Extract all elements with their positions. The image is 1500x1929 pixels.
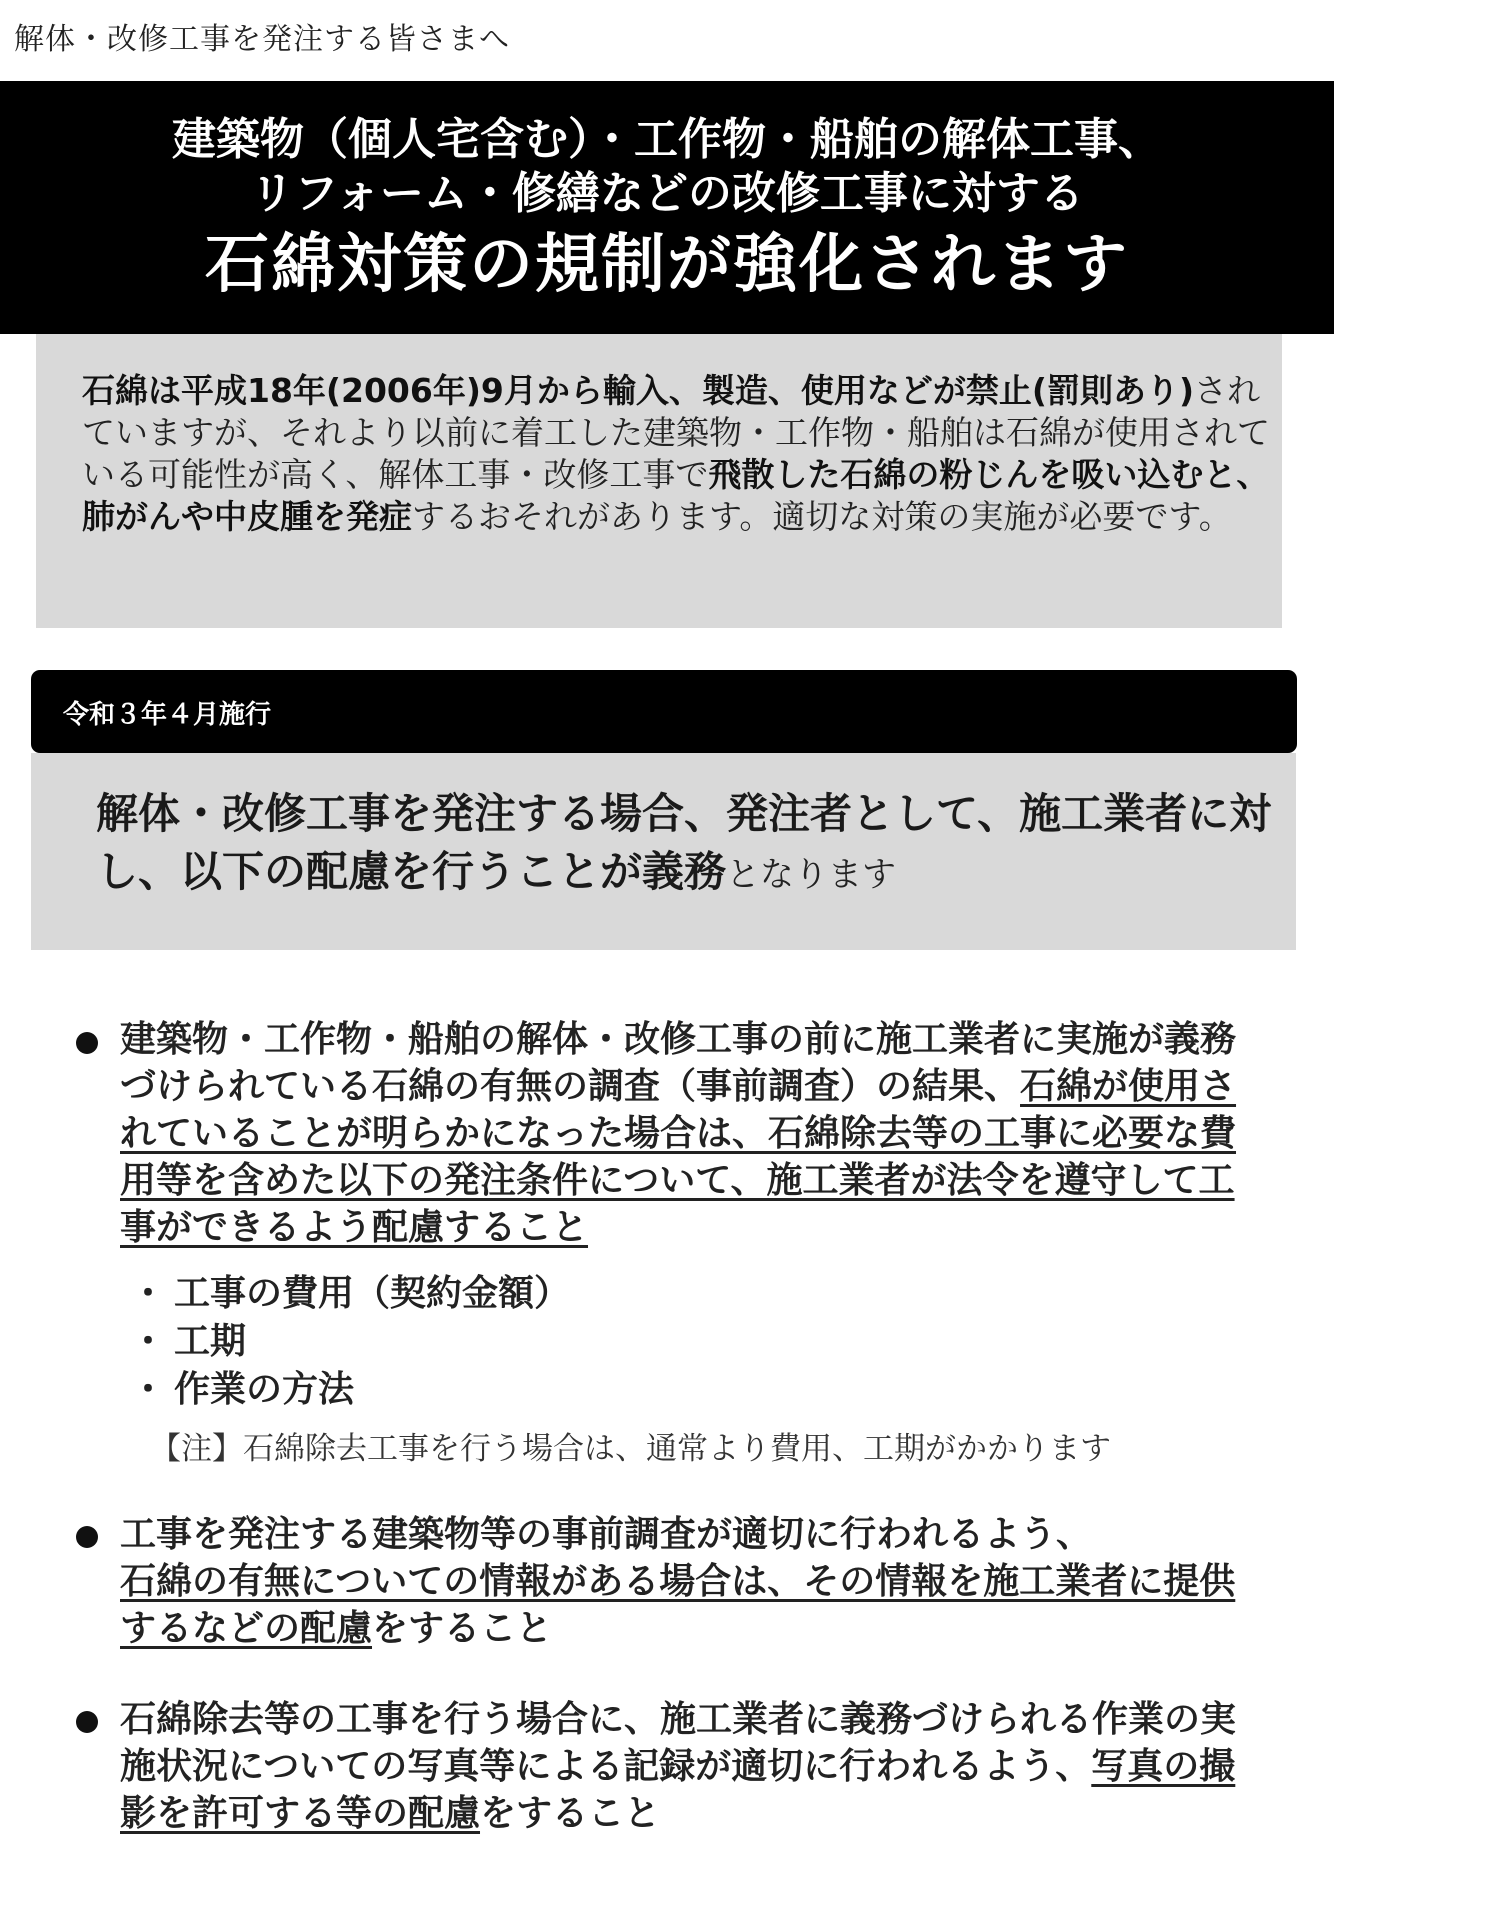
dot-bullet-icon: ・ xyxy=(130,1321,167,1362)
obligation-heading xyxy=(96,785,1286,904)
enforcement-date-bar xyxy=(31,670,1297,753)
title-banner xyxy=(0,81,1334,334)
banner-line-1: 建築物（個人宅含む）・工作物・船舶の解体工事、 xyxy=(172,114,1162,165)
bullet-icon xyxy=(74,1030,104,1060)
item-underlined: 石綿が使用されていることが明らかになった場合は、石綿除去等の工事に必要な費用等を含めた以下の発注条件について、施工業者が法令を遵守して工事ができるよう配慮すること xyxy=(120,1066,1237,1248)
enforcement-date-label: 令和３年４月施行 xyxy=(63,700,272,730)
banner-headline: 石綿対策の規制が強化されます xyxy=(205,228,1129,302)
list-item xyxy=(130,1270,570,1318)
list-item-label: 工期 xyxy=(174,1321,247,1362)
intro-bold-ban: 石綿は平成18年(2006年)9月から輸入、製造、使用などが禁止(罰則あり) xyxy=(82,371,1195,410)
list-item-label: 工事の費用（契約金額） xyxy=(174,1273,571,1314)
intro-paragraph xyxy=(82,370,1282,538)
document-header-label: 解体・改修工事を発注する皆さまへ xyxy=(14,22,510,57)
item-lead: 石綿除去等の工事を行う場合に、施工業者に義務づけられる作業の実施状況についての写真等による記録が適切に行われるよう、 xyxy=(120,1699,1237,1787)
obligation-item-1 xyxy=(120,1016,1240,1251)
cost-note: 【注】石綿除去工事を行う場合は、通常より費用、工期がかかります xyxy=(150,1431,1111,1467)
list-item xyxy=(130,1318,570,1366)
list-item-label: 作業の方法 xyxy=(174,1369,355,1410)
order-conditions-list xyxy=(130,1270,570,1414)
list-item xyxy=(130,1366,570,1414)
bullet-icon xyxy=(74,1524,104,1554)
intro-text-1: されていますが、それより以前に着工した建築物・工作物・船舶は石綿が使用されている可能性が高く、解体工事・改修工事で xyxy=(82,371,1270,494)
intro-bold-risk: 飛散した石綿の粉じんを吸い込むと、肺がんや中皮腫を発症 xyxy=(82,455,1270,536)
dot-bullet-icon: ・ xyxy=(130,1273,167,1314)
item-lead: 工事を発注する建築物等の事前調査が適切に行われるよう、 xyxy=(120,1514,1093,1555)
banner-line-2: リフォーム・修繕などの改修工事に対する xyxy=(250,168,1084,219)
item-underlined: 写真の撮影を許可する等の配慮 xyxy=(120,1746,1236,1834)
item-lead: 建築物・工作物・船舶の解体・改修工事の前に施工業者に実施が義務づけられている石綿の有無の調査（事前調査）の結果、 xyxy=(120,1019,1237,1107)
item-tail: をすること xyxy=(480,1793,661,1834)
obligation-item-2 xyxy=(120,1511,1240,1652)
obligation-item-3 xyxy=(120,1696,1240,1837)
dot-bullet-icon: ・ xyxy=(130,1369,167,1410)
bullet-icon xyxy=(74,1709,104,1739)
obligation-box xyxy=(31,753,1296,950)
obligation-heading-main: 解体・改修工事を発注する場合、発注者として、施工業者に対し、以下の配慮を行うことが義務 xyxy=(96,789,1272,896)
obligation-heading-tail: となります xyxy=(726,855,897,895)
item-tail: をすること xyxy=(372,1608,553,1649)
intro-text-2: するおそれがあります。適切な対策の実施が必要です。 xyxy=(412,497,1232,536)
intro-box xyxy=(36,334,1282,628)
item-underlined: 石綿の有無についての情報がある場合は、その情報を施工業者に提供するなどの配慮 xyxy=(120,1561,1236,1649)
